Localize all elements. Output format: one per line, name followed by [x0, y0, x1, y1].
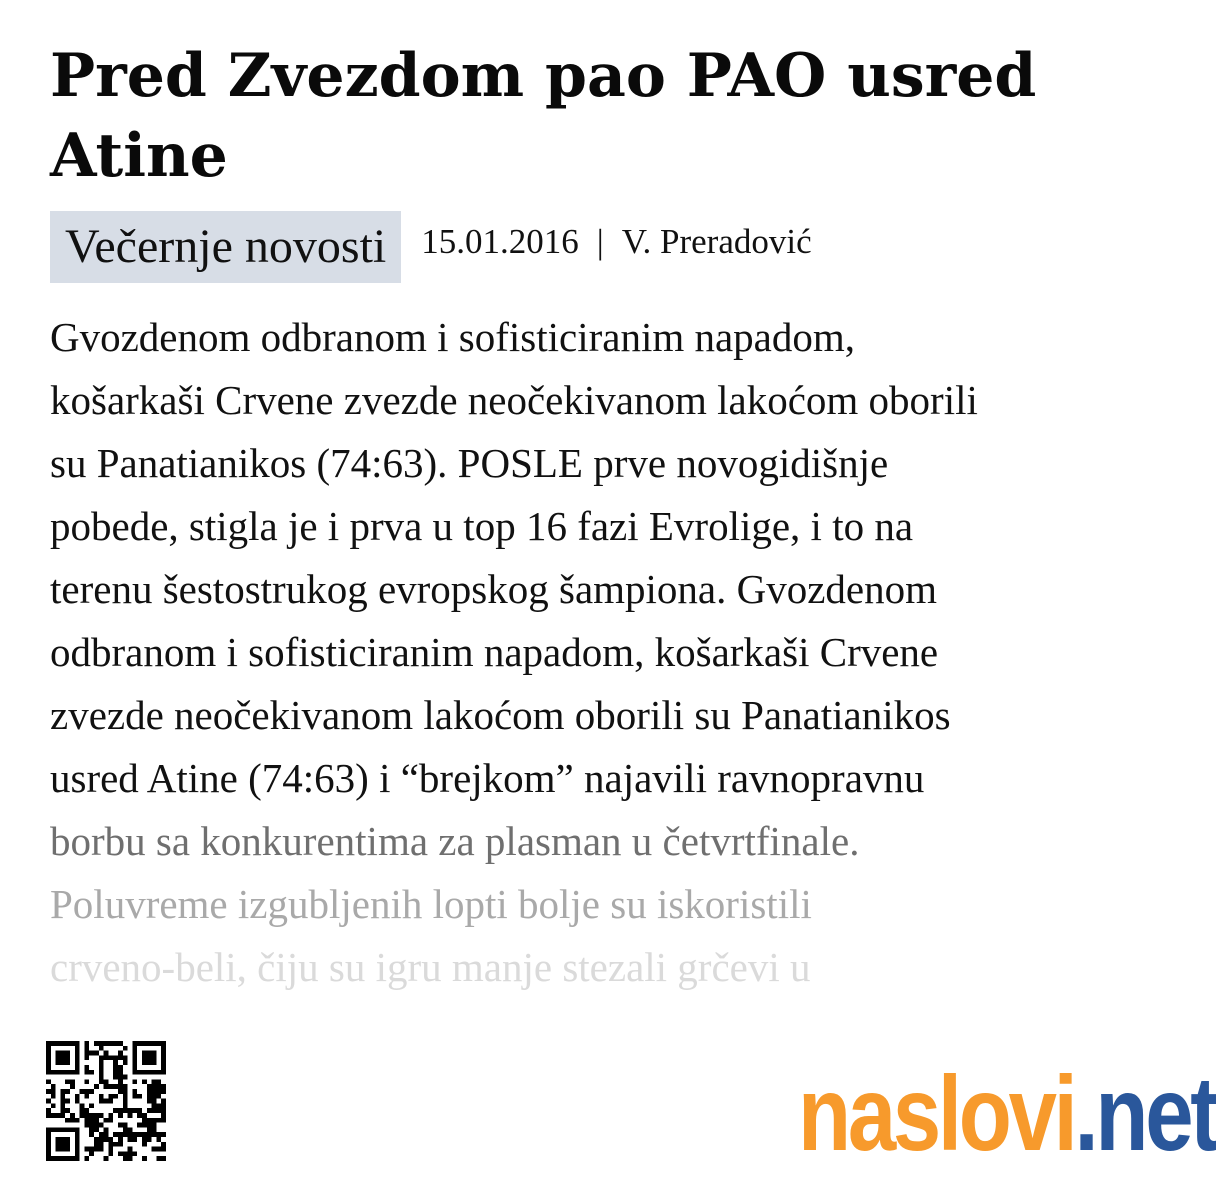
article-title: Pred Zvezdom pao PAO usred Atine — [50, 41, 1037, 191]
article-body — [50, 306, 1170, 996]
logo-text-naslovi: naslovi — [798, 1055, 1075, 1173]
body-line: odbranom i sofisticiranim napadom, košarkaši Crvene — [50, 629, 939, 675]
body-line: borbu sa konkurentima za plasman u četvrtfinale. — [50, 818, 860, 864]
body-line: su Panatianikos (74:63). POSLE prve novogidišnje — [50, 440, 889, 486]
article-date: 15.01.2016 — [421, 222, 579, 261]
logo-text-net: .net — [1074, 1055, 1216, 1173]
body-line: crveno-beli, čiju su igru manje stezali grčevi u — [50, 944, 811, 990]
source-badge[interactable]: Večernje novosti — [50, 211, 401, 283]
qr-code-icon[interactable] — [46, 1038, 166, 1164]
body-line: Poluvreme izgubljenih lopti bolje su iskoristili — [50, 881, 812, 927]
meta-separator: | — [596, 222, 604, 261]
article-author: V. Preradović — [621, 222, 812, 261]
body-line: terenu šestostrukog evropskog šampiona. Gvozdenom — [50, 566, 938, 612]
body-line: pobede, stigla je i prva u top 16 fazi Evrolige, i to na — [50, 503, 914, 549]
body-line: Gvozdenom odbranom i sofisticiranim napadom, — [50, 314, 856, 360]
meta-info — [421, 222, 811, 262]
body-line: usred Atine (74:63) i “brejkom” najavili ravnopravnu — [50, 755, 925, 801]
body-line: košarkaši Crvene zvezde neočekivanom lakoćom oborili — [50, 377, 978, 423]
body-line: zvezde neočekivanom lakoćom oborili su Panatianikos — [50, 692, 951, 738]
naslovi-net-logo[interactable] — [798, 1054, 1216, 1174]
article-meta — [50, 211, 812, 283]
